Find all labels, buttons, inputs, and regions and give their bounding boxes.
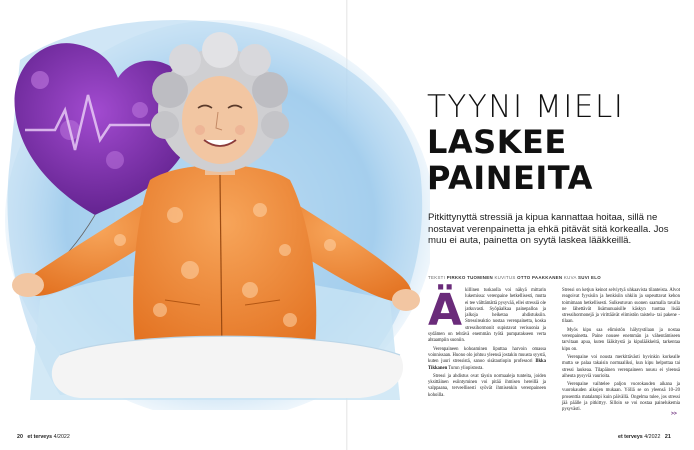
- page-number-left: 20: [17, 434, 23, 440]
- page-number-right: 21: [664, 434, 671, 440]
- body-paragraph: Verenpaine voi nousta merkittävästi hyvinkin korkealle mutta se palaa takaisin normaaliksi, kun kipu helpottaa tai stressi laukeaa. Tilapäinen verenpaineen nousu ei yleensä aiheuta pysyviä vaurioita.: [562, 354, 680, 379]
- right-page-footer: [618, 434, 674, 440]
- left-hand: [12, 273, 44, 297]
- body-paragraph: Stressi ja ahdistus ovat täysin normaaleja tunteita, joiden yksittäinen esiintyminen voi pitää ihmisen hereillä ja valppaana, terveellisesti syövät ihmisenkin verenpaineen kohoilla.: [428, 373, 546, 398]
- body-paragraph: killinen tuskaolla voi näkyä mittarin lukemissa: verenpaine hetkellisesti, mutta ei tee välttämättä pysyvää, ellei stressiä ole jatkuvasti. Syöpäalkaa painepalloa ja jalkoja heiketaa ahdistuksiin. Stressireaktio nostaa verenpainetta, koska stressihormonit supistavat verisuonia ja sydämen on tehtävä enemmän työtä pumpatakseen verta ahtaampiin suoniin.: [428, 288, 546, 344]
- credit-text-label: TEKSTI: [428, 275, 446, 280]
- headline-line-3: PAINEITA: [427, 159, 593, 197]
- article-lede: Pitkittynyttä stressiä ja kipua kannattaa hoitaa, sillä ne nostavat verenpainetta ja ehkä pitävät sitä korkealla. Jos muu ei auta, painetta on syytä laskea lääkkeillä.: [428, 212, 669, 247]
- magazine-name-left: et terveys: [27, 434, 53, 440]
- magazine-name-right: et terveys: [618, 434, 643, 440]
- left-page-footer: [14, 434, 70, 440]
- credit-illustration-author: OTTO PAAKKANEN: [517, 275, 563, 280]
- credit-illustration-label: KUVITUS: [494, 275, 516, 280]
- orange-sweater: [133, 165, 316, 360]
- body-paragraph: Verenpaine vaihtelee paljon vuorokauden aikana ja vuorokauden aikojen mukaan. Yöllä se on yleensä 10–20 prosenttia matalampi kuin päivällä. Ongelma tulee, jos stressi jää päälle ja pitkittyy. Silloin se voi nostaa painelukemia pysyvästi.: [562, 382, 680, 413]
- smiling-face: [182, 76, 258, 164]
- body-paragraph: Stressi on ketjun keinot selviytyä uhkaavista tilanteista. Alvot reagoivat fyysisiin ja henkisiin uhkiin ja sopeuttavat kehon toimimaan hetkellisesti. Sulkeutuvan suonen saamalla tavalla ne lähettävät lisämunuaisille käskyn tuottaa lisää stressihormonejä ja virittäävät elimistön taistelu- tai pakene -tilaan.: [562, 288, 680, 325]
- credit-photo-author: SUVI ELO: [578, 275, 601, 280]
- issue-right: 4/2022: [644, 434, 661, 440]
- expert-name: Ilkka Tikkanen: [428, 359, 546, 371]
- drop-cap: Ä: [428, 285, 463, 336]
- article-headline: [427, 90, 687, 196]
- body-column-1: [428, 285, 546, 401]
- headline-line-1: TYYNI MIELI: [427, 89, 625, 125]
- right-hand: [392, 289, 420, 311]
- continue-arrow: >>: [671, 411, 677, 417]
- credit-text-author: PIRKKO TUOMINEN: [446, 275, 493, 280]
- crossed-legs: [52, 336, 403, 398]
- body-paragraph: Verenpaineen kohoaminen liputtaa harvoin omassa voinnissaan. Huono olo johtuu yleensä jostakin muusta syystä, kuten juuri stressistä, sanoo sisätautiopin professori Ilkka Tikkanen Turun yliopistosta.: [428, 346, 546, 371]
- headline-line-2: LASKEE: [427, 123, 567, 161]
- body-paragraph: Myös kipu saa elimistön hälytystilaan ja nostaa verenpainetta. Paine nousee enemmän ja vähentämiseen tarvitaan apua, kuten lääkitystä ja kipulääkkeitä, tarkentaa kipu on.: [562, 327, 680, 352]
- article-credits: [428, 275, 688, 280]
- credit-photo-label: KUVA: [563, 275, 577, 280]
- issue-left: 4/2022: [53, 434, 70, 440]
- body-column-2: [562, 288, 680, 416]
